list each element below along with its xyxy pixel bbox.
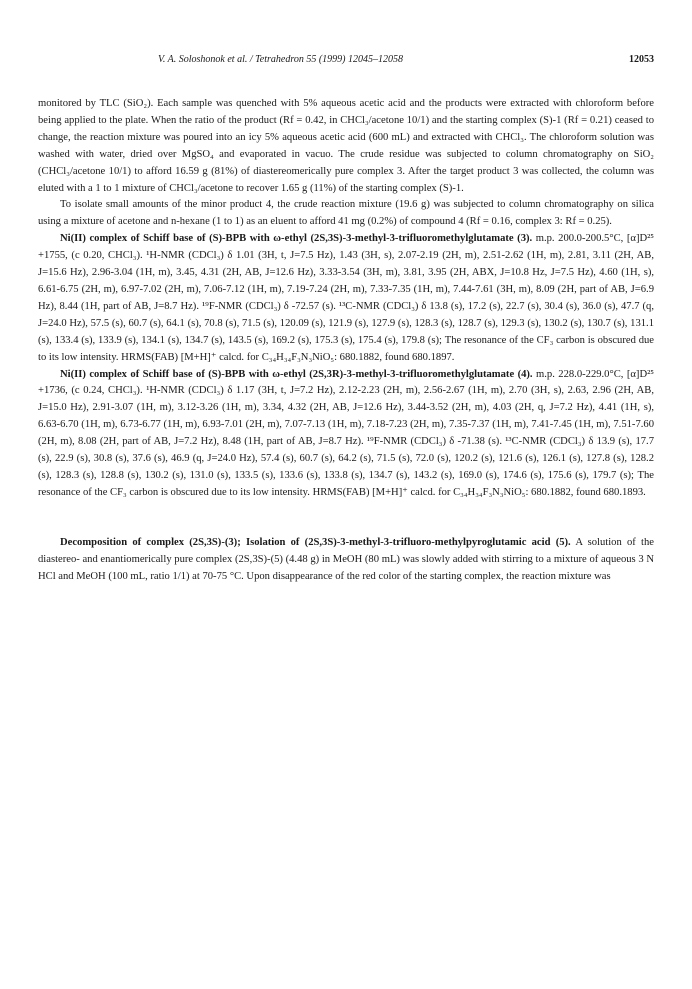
compound-4-title: Ni(II) complex of Schiff base of (S)-BPB with ω-ethyl (2S,3R)-3-methyl-3-trifluoromethylglutamate (4).	[60, 368, 533, 380]
paragraph-reaction-workup: monitored by TLC (SiO₂). Each sample was quenched with 5% aqueous acetic acid and the products were extracted with chloroform before being applied to the plate. When the ratio of the product (Rf = 0.42, in CHCl₃/acetone 10/1) and the starting complex (S)-1 (Rf = 0.21) ceased to change, the reaction mixture was poured into an icy 5% aqueous acetic acid (600 mL) and extracted with CHCl₃. The chloroform solution was washed with water, dried over MgSO₄ and evaporated in vacuo. The crude residue was subjected to column chromatography on SiO₂ (CHCl₃/acetone 10/1) to afford 16.59 g (81%) of diastereomerically pure complex 3. After the target product 3 was collected, the column was eluted with a 1 to 1 mixture of CHCl₃/acetone to recover 1.65 g (11%) of the starting complex (S)-1.	[38, 98, 654, 194]
running-head: V. A. Soloshonok et al. / Tetrahedron 55 (1999) 12045–12058	[158, 54, 403, 65]
compound-3-title: Ni(II) complex of Schiff base of (S)-BPB with ω-ethyl (2S,3S)-3-methyl-3-trifluoromethylglutamate (3).	[60, 233, 533, 245]
compound-4-data: m.p. 228.0-229.0°C, [α]D²⁵ +1736, (c 0.24, CHCl₃). ¹H-NMR (CDCl₃) δ 1.17 (3H, t, J=7.2 Hz), 2.12-2.23 (2H, m), 2.56-2.67 (1H, m), 2.70 (3H, s), 2.63, 2.96 (2H, AB, J=15.0 Hz), 2.91-3.07 (1H, m), 3.12-3.26 (1H, m), 3.34, 4.32 (2H, AB, J=12.6 Hz), 3.44-3.52 (2H, m), 4.03 (2H, q, J=7.2 Hz), 4.41 (1H, s), 6.63-6.70 (1H, m), 6.73-6.77 (1H, m), 6.93-7.01 (2H, m), 7.07-7.13 (1H, m), 7.18-7.23 (2H, m), 7.35-7.37 (1H, m), 7.41-7.45 (1H, m), 7.51-7.60 (2H, m), 8.08 (2H, part of AB, J=7.2 Hz), 8.48 (1H, part of AB, J=8.7 Hz). ¹⁹F-NMR (CDCl₃) δ -71.38 (s). ¹³C-NMR (CDCl₃) δ 13.9 (s), 17.7 (s), 22.9 (s), 30.8 (s), 37.6 (s), 46.9 (q, J=24.0 Hz), 57.4 (s), 60.7 (s), 64.2 (s), 71.5 (s), 72.0 (s), 120.2 (s), 121.6 (s), 126.1 (s), 127.8 (s), 128.2 (s), 128.3 (s), 128.8 (s), 130.2 (s), 131.0 (s), 133.5 (s), 133.6 (s), 133.8 (s), 134.7 (s), 143.2 (s), 169.0 (s), 174.6 (s), 175.6 (s), 179.7 (s); The resonance of the CF₃ carbon is obscured due to its low intensity. HRMS(FAB) [M+H]⁺ calcd. for C₃₄H₃₄F₃N₃NiO₅: 680.1882, found 680.1893.	[38, 368, 654, 498]
decomposition-section	[38, 535, 654, 586]
decomposition-text: A solution of the diastereo- and enantiomerically pure complex (2S,3S)-(5) (4.48 g) in MeOH (80 mL) was slowly added with stirring to a mixture of aqueous 3 N HCl and MeOH (100 mL, ratio 1/1) at 70-75 °C. Upon disappearance of the red color of the starting complex, the reaction mixture was	[38, 536, 654, 582]
article-body	[38, 96, 654, 585]
compound-4-characterization	[38, 367, 654, 502]
page-header	[38, 54, 654, 70]
compound-3-data: m.p. 200.0-200.5°C, [α]D²⁵ +1755, (c 0.20, CHCl₃). ¹H-NMR (CDCl₃) δ 1.01 (3H, t, J=7.5 Hz), 1.43 (3H, s), 2.07-2.19 (2H, m), 2.51-2.62 (1H, m), 2.81, 3.11 (2H, AB, J=15.6 Hz), 2.96-3.04 (1H, m), 3.45, 4.31 (2H, AB, J=12.6 Hz), 3.33-3.54 (3H, m), 3.81, 3.95 (2H, ABX, J=10.8 Hz, J=7.5 Hz), 4.60 (1H, s), 6.61-6.75 (2H, m), 6.97-7.02 (2H, m), 7.06-7.12 (1H, m), 7.19-7.24 (2H, m), 7.33-7.35 (1H, m), 7.44-7.61 (3H, m), 8.09 (2H, part of AB, J=6.9 Hz), 8.44 (1H, part of AB, J=8.7 Hz). ¹⁹F-NMR (CDCl₃) δ -72.57 (s). ¹³C-NMR (CDCl₃) δ 13.8 (s), 17.2 (s), 22.7 (s), 30.4 (s), 36.0 (s), 47.7 (q, J=24.0 Hz), 57.5 (s), 60.7 (s), 64.1 (s), 70.8 (s), 71.5 (s), 120.09 (s), 121.9 (s), 127.9 (s), 128.3 (s), 128.7 (s), 129.3 (s), 130.2 (s), 130.7 (s), 131.1 (s), 133.4 (s), 133.9 (s), 134.1 (s), 134.7 (s), 143.5 (s), 169.2 (s), 175.3 (s), 175.4 (s), 179.8 (s); The resonance of the CF₃ carbon is obscured due to its low intensity. HRMS(FAB) [M+H]⁺ calcd. for C₃₄H₃₄F₃N₃NiO₅: 680.1882, found 680.1897.	[38, 233, 654, 363]
page-number: 12053	[629, 54, 654, 65]
section-gap	[38, 502, 654, 535]
compound-3-characterization	[38, 231, 654, 366]
decomposition-title: Decomposition of complex (2S,3S)-(3); Isolation of (2S,3S)-3-methyl-3-trifluoro-methylpyroglutamic acid (5).	[60, 536, 571, 548]
paragraph-minor-product: To isolate small amounts of the minor product 4, the crude reaction mixture (19.6 g) was subjected to column chromatography on silica using a mixture of acetone and n-hexane (1 to 1) as an eluent to afford 41 mg (0.2%) of compound 4 (Rf = 0.16, complex 3: Rf = 0.25).	[38, 199, 654, 228]
